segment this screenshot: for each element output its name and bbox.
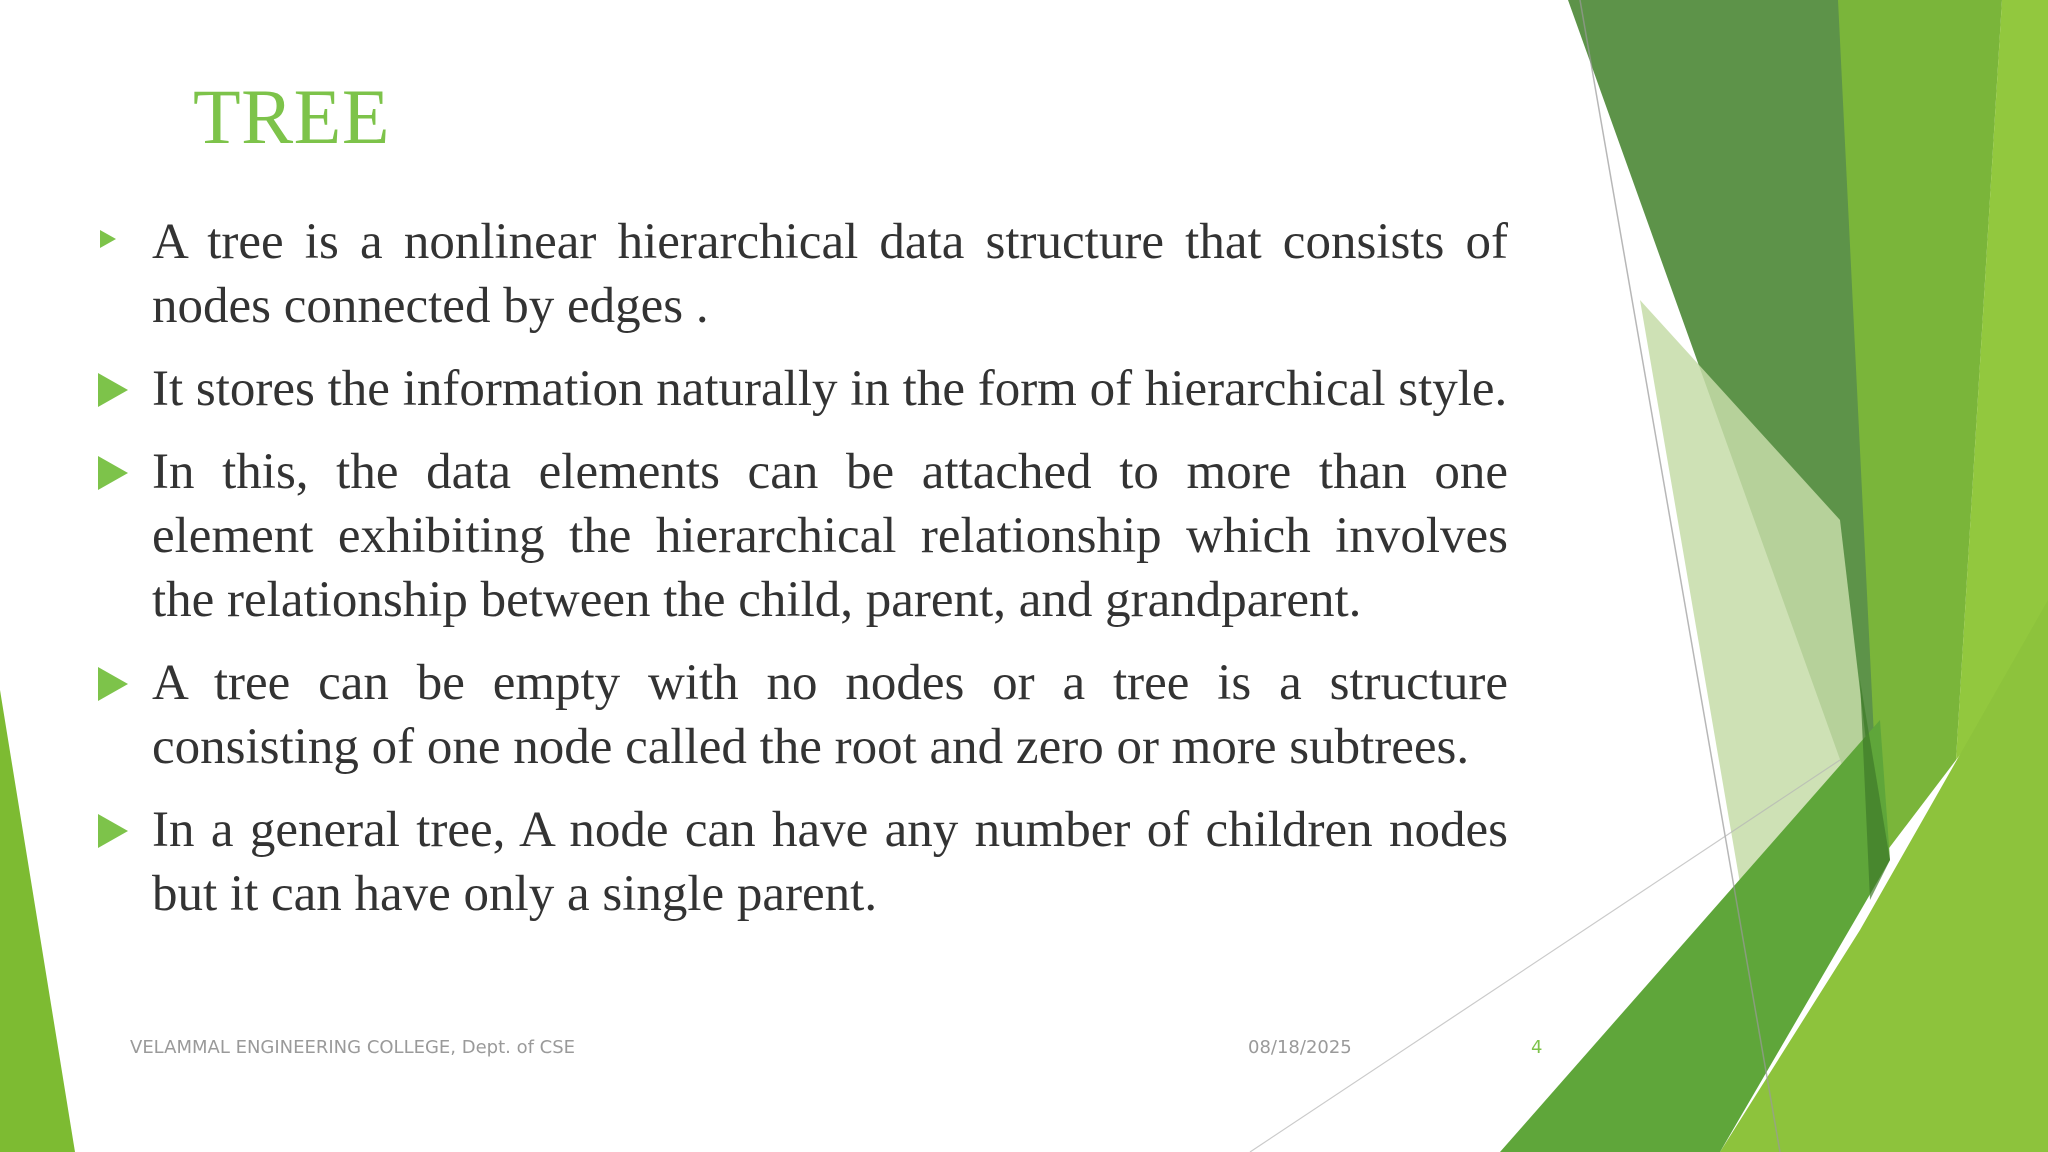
slide-number: 4 (1531, 1037, 1543, 1058)
bullet-list (98, 210, 1508, 945)
bullet-item (98, 210, 1508, 338)
bullet-text: It stores the information naturally in the form of hierarchical style. (152, 361, 1508, 417)
triangle-right-icon (98, 667, 128, 701)
triangle-right-icon (98, 373, 128, 407)
slide-title: TREE (193, 73, 390, 160)
footer-organization: VELAMMAL ENGINEERING COLLEGE, Dept. of CSE (130, 1037, 576, 1058)
bullet-item (98, 357, 1508, 421)
left-green-sliver (0, 690, 75, 1152)
bullet-item (98, 798, 1508, 926)
triangle-right-icon (100, 230, 116, 248)
bullet-text: In a general tree, A node can have any number of children nodes but it can have only a single parent. (152, 802, 1508, 922)
bullet-text: A tree can be empty with no nodes or a tree is a structure consisting of one node called the root and zero or more subtrees. (152, 655, 1508, 775)
bullet-text: In this, the data elements can be attached to more than one element exhibiting the hierarchical relationship which involves the relationship between the child, parent, and grandparent. (152, 444, 1508, 628)
bullet-item (98, 651, 1508, 779)
footer-date: 08/18/2025 (1248, 1037, 1352, 1058)
triangle-right-icon (98, 814, 128, 848)
bullet-text: A tree is a nonlinear hierarchical data structure that consists of nodes connected by edges . (152, 214, 1508, 334)
bullet-item (98, 440, 1508, 632)
triangle-right-icon (98, 456, 128, 490)
